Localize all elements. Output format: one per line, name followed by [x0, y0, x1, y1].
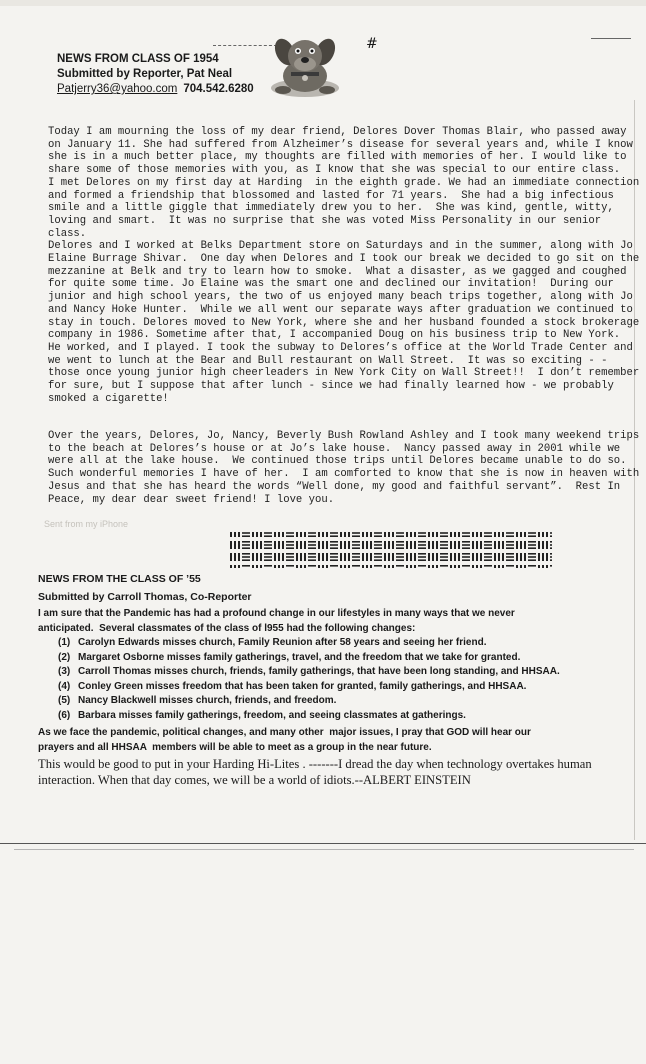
- cartoon-dog-icon: [255, 30, 355, 100]
- header-reporter: Submitted by Reporter, Pat Neal: [57, 68, 233, 80]
- header-contact: [57, 82, 254, 97]
- list-item: (6) Barbara misses family gatherings, freedom, and seeing classmates at gatherings.: [58, 709, 466, 721]
- header-1954: [57, 52, 254, 97]
- phone-number: 704.542.6280: [183, 83, 254, 95]
- list-item: (2) Margaret Osborne misses family gatherings, travel, and the freedom that we take for granted.: [58, 651, 521, 663]
- changes-list: [38, 636, 560, 724]
- header-title: NEWS FROM CLASS OF 1954: [57, 53, 219, 65]
- section-1955: [38, 572, 560, 755]
- section-1955-intro: I am sure that the Pandemic has had a profound change in our lifestyles in many ways that we never anticipated. Several classmates of the class of l955 had the following changes:: [38, 608, 515, 634]
- faint-signature: Sent from my iPhone: [44, 519, 129, 529]
- story-paragraph-1: Today I am mourning the loss of my dear friend, Delores Dover Thomas Blair, who passed away on January 11. She had suffered from Alzheimer’s disease for several years and, while I know she is in a much better place, my thoughts are filled with memories of her. I would like to share some of those memories with you, as I know that she was special to our entire class. I met Delores on my first day at Harding in the eighth grade. We had an immediate connection and formed a friendship that blossomed and lasted for 71 years. She had a big infectious smile and a little giggle that immediately drew you to her. She was kind, gentle, witty, loving and smart. It was no surprise that she was voted Miss Personality in our senior class. Delores and I worked at Belks Department store on Saturdays and in the summer, along with Jo Elaine Burrage Shivar. One day when Delores and I took our break we decided to go sit on the mezzanine at Belk and try to learn how to smoke. What a disaster, as we gagged and coughed for quite some time. Jo Elaine was the smart one and declined our invitation! During our junior and high school years, the two of us enjoyed many beach trips together, along with Jo and Nancy Hoke Hunter. While we all went our separate ways after graduation we continued to stay in touch. Delores moved to New York, where she and her husband founded a stock brokerage company in 1986. Sometime after that, I accompanied Doug on his business trip to New York. He worked, and I played. I took the subway to Delores’s office at the World Trade Center and we went to lunch at the Bear and Bull restaurant on Wall Street. It was so exciting - - those once young junior high cheerleaders in New York City on Wall Street!! I don’t remember for sure, but I suppose that after lunch - since we had finally learned how - we probably smoked a cigarette!: [48, 126, 640, 405]
- bottom-rule: [0, 843, 646, 844]
- list-item: (5) Nancy Blackwell misses church, friends, and freedom.: [58, 695, 337, 707]
- handwritten-mark: #: [366, 36, 378, 52]
- page-edge: [0, 0, 646, 6]
- list-item: (1) Carolyn Edwards misses church, Family Reunion after 58 years and seeing her friend.: [58, 637, 487, 648]
- bottom-rule-secondary: [14, 849, 634, 850]
- list-item: (4) Conley Green misses freedom that has been taken for granted, family gatherings, and HHSAA.: [58, 680, 527, 692]
- pattern-divider: [230, 528, 552, 572]
- section-1955-title: NEWS FROM THE CLASS OF ’55: [38, 573, 201, 585]
- list-item: (3) Carroll Thomas misses church, friends, family gatherings, that have been long standing, and HHSAA.: [58, 666, 560, 678]
- top-right-rule: [591, 38, 631, 39]
- section-1955-byline: Submitted by Carroll Thomas, Co-Reporter: [38, 591, 252, 603]
- story-paragraph-2: Over the years, Delores, Jo, Nancy, Beverly Bush Rowland Ashley and I took many weekend trips to the beach at Delores’s house or at Jo’s lake house. Nancy passed away in 2001 while we were all at the lake house. We continued those trips until Delores became unable to do so. Such wonderful memories I have of her. I am comforted to know that she is now in heaven with Jesus and that she has heard the words “Well done, my good and faithful servant”. Rest In Peace, my dear dear sweet friend! I love you.: [48, 430, 640, 506]
- einstein-quote: This would be good to put in your Harding Hi-Lites . -------I dread the day when technology overtakes human interaction. When that day comes, we will be a world of idiots.--ALBERT EINSTEIN: [38, 757, 592, 787]
- section-1955-closing: As we face the pandemic, political changes, and many other major issues, I pray that GOD will hear our prayers and all HHSAA members will be able to meet as a group in the near future.: [38, 726, 531, 753]
- email-link[interactable]: Patjerry36@yahoo.com: [57, 83, 178, 95]
